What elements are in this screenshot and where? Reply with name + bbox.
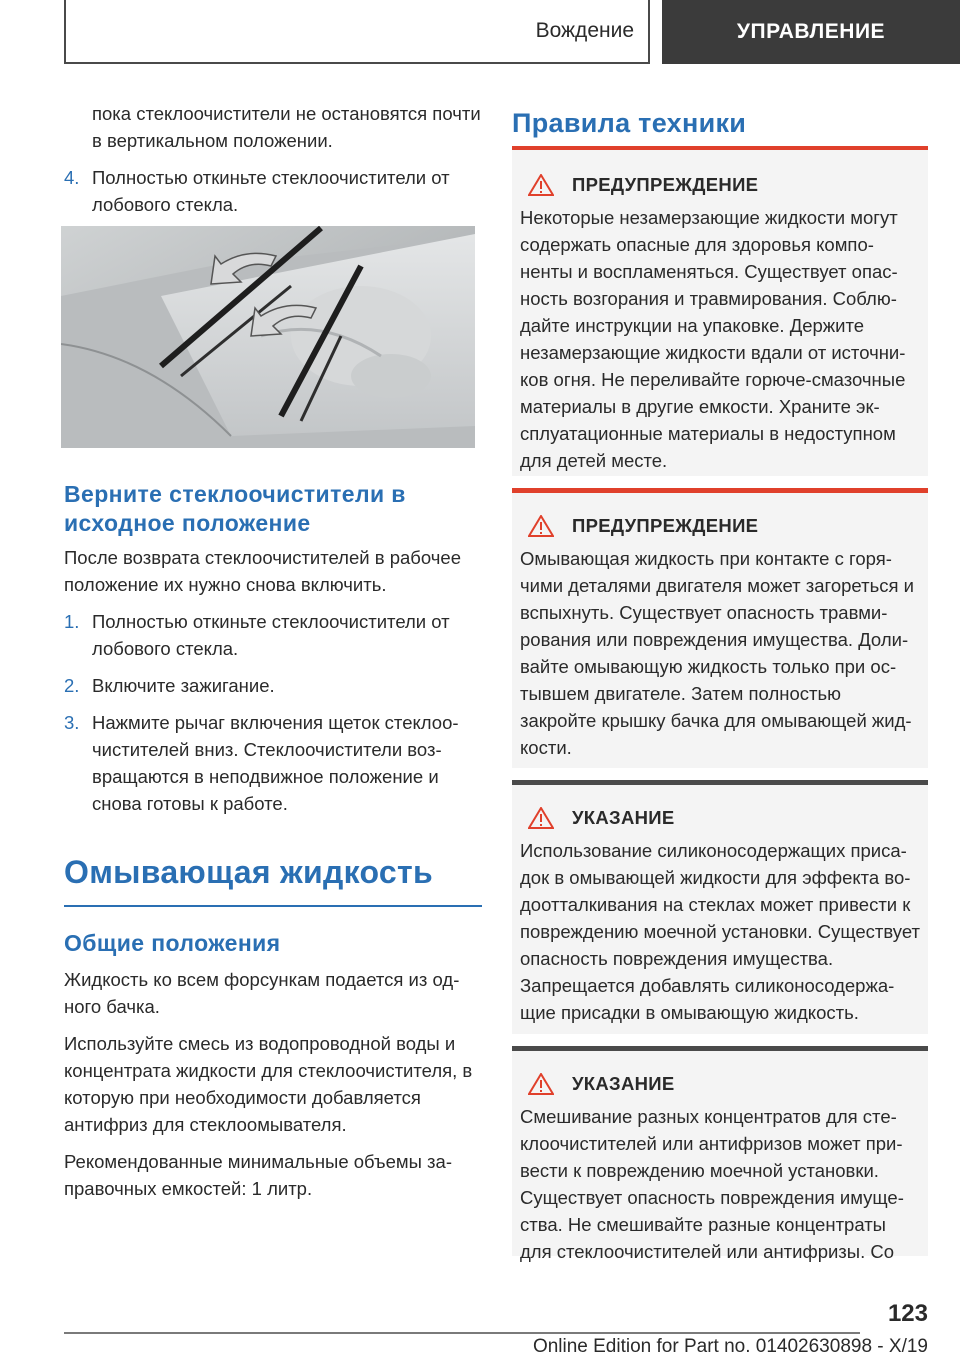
notice-text: Использование силиконосодержащих присадок в омывающей жидкости для эффекта водоотталкивания на стеклах может привести к повреждению моечной установки. Существует опасность повреждения имущества. Запрещается добавлять силиконосодержащие присадки в омывающую жидкость. bbox=[520, 840, 920, 1023]
header-section-title: Вождение bbox=[535, 19, 634, 42]
notice-triangle-icon bbox=[528, 1073, 554, 1095]
page-number: 123 bbox=[887, 1300, 928, 1327]
left-column-lower bbox=[64, 480, 482, 1202]
notice-label: УКАЗАНИЕ bbox=[572, 807, 675, 828]
notice-header bbox=[520, 1069, 920, 1099]
warning-text: Некоторые незамерзающие жидкости могут содержать опасные для здоровья компоненты и воспламеняться. Существует опасность возгорания и травмирования. Соблюдайте инструкции на упаковке. Держите незамерзающие жидкости вдали от источников огня. Не переливайте горюче-смазочные материалы в другие емкости. Храните эксплуатационные материалы в недоступном для детей месте. bbox=[520, 207, 906, 471]
warning-text: Омывающая жидкость при контакте с горячими деталями двигателя может загореться и вспыхнуть. Существует опасность травмирования или повреждения имущества. Доливайте омывающую жидкость только при остывшем двигателе. Затем полностью закройте крышку бачка для омывающей жидкости. bbox=[520, 548, 914, 758]
notice-triangle-icon bbox=[528, 807, 554, 829]
continued-step-text: пока стеклоочистители не остановятся почти в вертикальном положении. bbox=[92, 103, 481, 151]
header-frame-right bbox=[648, 0, 650, 64]
section-intro: После возврата стеклоочистителей в рабочее положение их нужно снова включить. bbox=[64, 547, 461, 595]
wiper-illustration bbox=[61, 226, 475, 448]
step-text: Полностью откиньте стеклоочистители от лобового стекла. bbox=[92, 167, 450, 215]
paragraph: Жидкость ко всем форсункам подается из одного бачка. bbox=[64, 969, 460, 1017]
step-item-2 bbox=[64, 672, 482, 699]
step-item-1 bbox=[64, 608, 482, 662]
footer-rule bbox=[64, 1332, 860, 1334]
step-number: 4. bbox=[64, 167, 80, 188]
step-item-3 bbox=[64, 709, 482, 817]
header-frame-bottom bbox=[64, 62, 650, 64]
notice-header bbox=[520, 803, 920, 833]
warning-label: ПРЕДУПРЕЖДЕНИЕ bbox=[572, 174, 759, 195]
warning-header bbox=[520, 511, 920, 541]
notice-text: Смешивание разных концентратов для стеклоочистителей или антифризов может привести к повреждению моечной установки. Существует опасность повреждения имущества. Не смешивайте разные концентраты для стеклоочистителей или антифризы. Со bbox=[520, 1106, 904, 1262]
warning-label: ПРЕДУПРЕЖДЕНИЕ bbox=[572, 515, 759, 536]
step-number: 1. bbox=[64, 611, 80, 632]
subsection-heading-general: Общие положения bbox=[64, 930, 281, 956]
section-heading-return-wipers: Верните стеклоочистители в исходное положение bbox=[64, 481, 406, 536]
header-chapter-tab: УПРАВЛЕНИЕ bbox=[662, 0, 960, 64]
warning-box-2 bbox=[512, 488, 928, 768]
step-number: 3. bbox=[64, 712, 80, 733]
safety-rules-heading: Правила техники bbox=[512, 108, 747, 138]
section-rule bbox=[64, 905, 482, 907]
footer-edition: Online Edition for Part no. 01402630898 - X/19 bbox=[532, 1336, 928, 1357]
step-text: Включите зажигание. bbox=[92, 675, 275, 696]
paragraph: Используйте смесь из водопроводной воды и концентрата жидкости для стеклоочистителя, в которую при необходимости добавляется антифриз для стеклоомывателя. bbox=[64, 1033, 473, 1135]
notice-box-2 bbox=[512, 1046, 928, 1262]
warning-triangle-icon bbox=[528, 174, 554, 196]
warning-box-1 bbox=[512, 150, 928, 476]
step-number: 2. bbox=[64, 675, 80, 696]
warning-triangle-icon bbox=[528, 515, 554, 537]
notice-label: УКАЗАНИЕ bbox=[572, 1073, 675, 1094]
step-text: Нажмите рычаг включения щеток стеклоочистителей вниз. Стеклоочистители возвращаются в неподвижное положение и снова готовы к работе. bbox=[92, 712, 459, 814]
section-heading-washer-fluid: Омывающая жидкость bbox=[64, 854, 433, 890]
step-text: Полностью откиньте стеклоочистители от лобового стекла. bbox=[92, 611, 450, 659]
warning-header bbox=[520, 170, 920, 200]
paragraph: Рекомендованные минимальные объемы заправочных емкостей: 1 литр. bbox=[64, 1151, 452, 1199]
notice-box-1 bbox=[512, 780, 928, 1034]
step-item-4 bbox=[64, 164, 482, 218]
windshield-wiper-image bbox=[61, 226, 475, 448]
left-column bbox=[64, 100, 482, 228]
